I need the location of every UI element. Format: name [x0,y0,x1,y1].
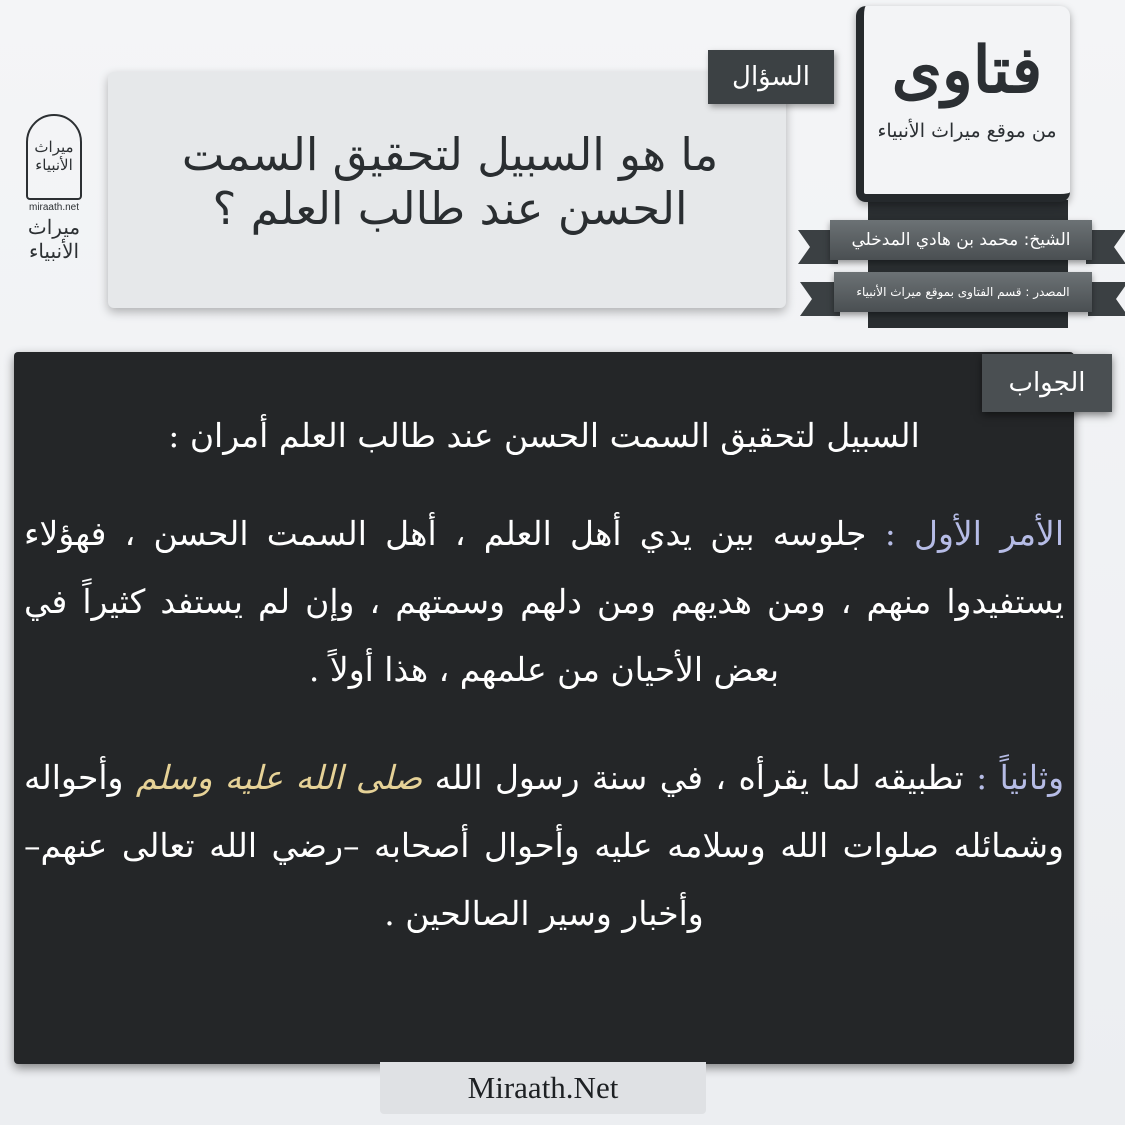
second-point-label: وثانياً : [976,758,1065,797]
ribbon-tail-right [1088,282,1125,316]
brand-subtitle: من موقع ميراث الأنبياء [877,120,1057,142]
logo-emblem-icon [26,114,82,200]
side-logo [0,110,108,263]
answer-point-second [24,744,1064,948]
answer-body [24,412,1064,948]
first-point-text: جلوسه بين يدي أهل العلم ، أهل السمت الحسن ، فهؤلاء يستفيدوا منهم ، ومن هديهم ومن دلهم وسمتهم ، وإن لم يستفد كثيراً في بعض الأحيان من علمهم ، هذا أولاً . [24,514,1064,689]
sheikh-ribbon: الشيخ: محمد بن هادي المدخلي [830,220,1092,260]
question-text: ما هو السبيل لتحقيق السمت الحسن عند طالب العلم ؟ [181,128,719,235]
question-tag: السؤال [708,50,834,104]
side-logo-url: miraath.net [28,202,80,213]
salawat-calligraphy: صلى الله عليه وسلم [135,758,423,797]
brand-badge [856,6,1070,202]
logo-calligraphy: ميراث الأنبياء [34,138,74,174]
brand-title: فتاوى [891,33,1043,108]
footer-site-link[interactable]: Miraath.Net [380,1062,706,1114]
side-logo-name: ميراث الأنبياء [27,215,81,263]
answer-point-first [24,500,1064,704]
answer-intro: السبيل لتحقيق السمت الحسن عند طالب العلم أمران : [168,416,920,455]
answer-tag: الجواب [982,354,1112,412]
second-point-text-a: تطبيقه لما يقرأه ، في سنة رسول الله [434,758,964,797]
second-point-text-b: وأحواله وشمائله صلوات الله وسلامه عليه وأحوال أصحابه –رضي الله تعالى عنهم– وأخبار وسير الصالحين . [24,758,1064,933]
source-ribbon: المصدر : قسم الفتاوى بموقع ميراث الأنبياء [834,272,1092,312]
first-point-label: الأمر الأول : [884,514,1064,553]
